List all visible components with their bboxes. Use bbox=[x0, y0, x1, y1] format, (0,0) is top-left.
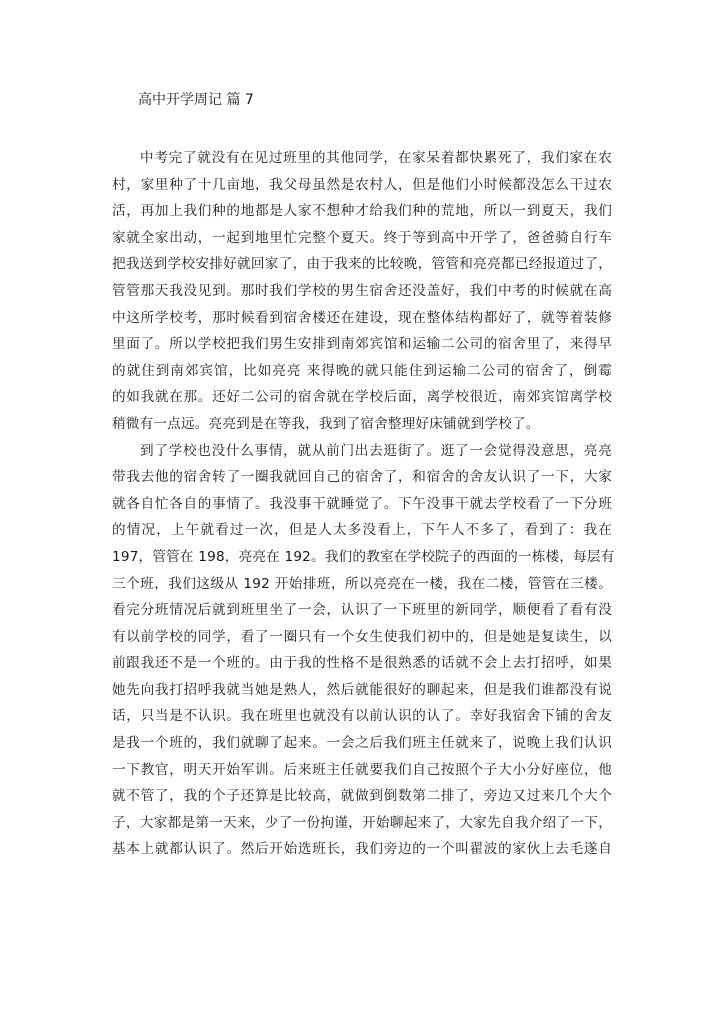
paragraph-line: 子，大家都是第一天来，少了一份拘谨，开始聊起来了，大家先自我介绍了一下， bbox=[112, 814, 612, 831]
paragraph-line: 一下教官，明天开始军训。后来班主任就要我们自己按照个子大小分好座位，他 bbox=[112, 761, 612, 778]
paragraph-line: 中考完了就没有在见过班里的其他同学，在家呆着都快累死了，我们家在农 bbox=[140, 150, 612, 166]
paragraph-line: 中这所学校考，那时候看到宿舍楼还在建设，现在整体结构都好了，就等着装修 bbox=[112, 309, 612, 326]
paragraph-line: 197，管管在 198，亮亮在 192。我们的教室在学校院子的西面的一栋楼，每层有 bbox=[112, 548, 615, 565]
paragraph-line: 三个班，我们这级从 192 开始排班，所以亮亮在一楼，我在二楼，管管在三楼。 bbox=[112, 575, 612, 592]
paragraph-line: 是我一个班的，我们就聊了起来。一会之后我们班主任就来了，说晚上我们认识 bbox=[112, 735, 612, 752]
paragraph-line: 话，只当是不认识。我在班里也就没有以前认识的认了。幸好我宿舍下铺的舍友 bbox=[112, 708, 612, 725]
paragraph-line: 把我送到学校安排好就回家了，由于我来的比较晚，管管和亮亮都已经报道过了， bbox=[112, 256, 612, 273]
paragraph-line: 稍微有一点远。亮亮到是在等我，我到了宿舍整理好床铺就到学校了。 bbox=[112, 415, 540, 432]
paragraph-line: 前跟我还不是一个班的。由于我的性格不是很熟悉的话就不会上去打招呼，如果 bbox=[112, 655, 612, 672]
paragraph-line: 就各自忙各自的事情了。我没事干就睡觉了。下午没事干就去学校看了一下分班 bbox=[112, 495, 612, 512]
paragraph-line: 村，家里种了十几亩地，我父母虽然是农村人，但是他们小时候都没怎么干过农 bbox=[112, 176, 612, 193]
paragraph-line: 的就住到南郊宾馆，比如亮亮 来得晚的就只能住到运输二公司的宿舍了，倒霉 bbox=[112, 362, 612, 379]
paragraph-line: 看完分班情况后就到班里坐了一会，认识了一下班里的新同学，顺便看了看有没 bbox=[112, 602, 612, 619]
paragraph-line: 的情况，上午就看过一次，但是人太多没看上，下午人不多了，看到了：我在 bbox=[112, 522, 612, 539]
paragraph-line: 的如我就在那。还好二公司的宿舍就在学校后面，离学校很近，南郊宾馆离学校 bbox=[112, 389, 612, 406]
paragraph-line: 基本上就都认识了。然后开始选班长，我们旁边的一个叫翟波的家伙上去毛遂自 bbox=[112, 841, 612, 858]
paragraph-line: 里面了。所以学校把我们男生安排到南郊宾馆和运输二公司的宿舍里了，来得早 bbox=[112, 336, 612, 353]
document-body bbox=[112, 145, 615, 863]
paragraph-line: 带我去他的宿舍转了一圈我就回自己的宿舍了，和宿舍的舍友认识了一下，大家 bbox=[112, 469, 612, 486]
paragraph-line: 到了学校也没什么事情，就从前门出去逛街了。逛了一会觉得没意思，亮亮 bbox=[140, 442, 612, 459]
paragraph-line: 她先向我打招呼我就当她是熟人，然后就能很好的聊起来，但是我们谁都没有说 bbox=[112, 681, 612, 698]
paragraph-line: 就不管了，我的个子还算是比较高，就做到倒数第二排了，旁边又过来几个大个 bbox=[112, 788, 612, 805]
paragraph-line: 管管那天我没见到。那时我们学校的男生宿舍还没盖好，我们中考的时候就在高 bbox=[112, 282, 612, 299]
paragraph-line: 活，再加上我们种的地都是人家不想种才给我们种的荒地，所以一到夏天，我们 bbox=[112, 203, 612, 220]
paragraph-line: 家就全家出动，一起到地里忙完整个夏天。终于等到高中开学了，爸爸骑自行车 bbox=[112, 229, 612, 246]
paragraph-line: 有以前学校的同学，看了一圈只有一个女生使我们初中的，但是她是复读生，以 bbox=[112, 628, 612, 645]
document-title: 高中开学周记 篇 7 bbox=[138, 92, 254, 108]
